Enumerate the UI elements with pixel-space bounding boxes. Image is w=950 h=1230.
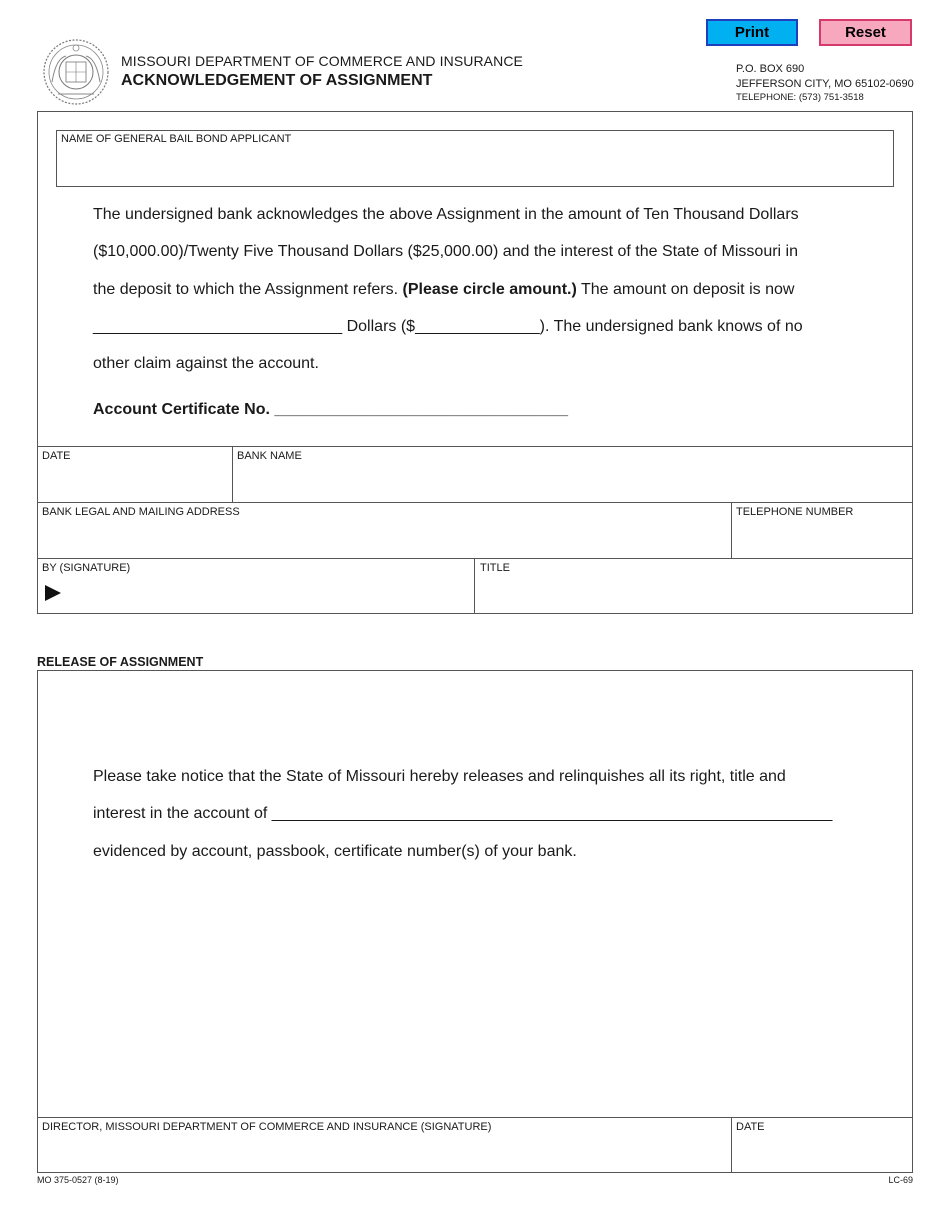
title-field-label: TITLE [480,562,510,574]
divider [37,446,913,447]
missouri-state-seal-icon [42,38,110,106]
address-city: JEFFERSON CITY, MO 65102-0690 [736,78,914,90]
telephone-field-label: TELEPHONE NUMBER [736,506,854,518]
divider [731,1117,732,1173]
ack-text-line-3-start: the deposit to which the Assignment refers. [93,281,403,298]
divider [474,558,475,614]
sign-here-arrow-icon [45,585,61,601]
release-section [37,670,913,1173]
signature-field-label: BY (SIGNATURE) [42,562,131,574]
release-text-line-1: Please take notice that the State of Missouri hereby releases and relinquishes all its right, title and [93,768,786,785]
circle-amount-note: (Please circle amount.) [402,281,577,298]
date-field-label: DATE [42,450,71,462]
agency-name: MISSOURI DEPARTMENT OF COMMERCE AND INSURANCE [121,53,523,69]
divider [731,502,732,558]
address-telephone: TELEPHONE: (573) 751-3518 [736,92,864,103]
divider [232,446,233,502]
release-text-line-3: evidenced by account, passbook, certificate number(s) of your bank. [93,843,577,860]
print-button[interactable]: Print [706,19,798,46]
divider [37,1117,913,1118]
divider [37,558,913,559]
divider [37,502,913,503]
applicant-name-field[interactable] [56,130,894,187]
reset-button[interactable]: Reset [819,19,912,46]
ack-text-line-3 [93,281,794,299]
bank-name-field-label: BANK NAME [237,450,302,462]
form-code: LC-69 [888,1175,913,1185]
account-certificate-field[interactable]: Account Certificate No. _________________________________ [93,401,569,418]
release-date-label: DATE [736,1121,765,1133]
ack-text-line-1: The undersigned bank acknowledges the above Assignment in the amount of Ten Thousand Dollars [93,206,799,223]
form-number: MO 375-0527 (8-19) [37,1175,119,1185]
deposit-amount-line[interactable]: ____________________________ Dollars ($______________). The undersigned bank knows of no [93,318,803,335]
account-holder-field[interactable]: interest in the account of _______________________________________________________________ [93,805,833,822]
address-po-box: P.O. BOX 690 [736,63,805,75]
release-heading: RELEASE OF ASSIGNMENT [37,655,204,669]
bank-address-field-label: BANK LEGAL AND MAILING ADDRESS [42,506,240,518]
applicant-name-label: NAME OF GENERAL BAIL BOND APPLICANT [61,133,292,145]
ack-text-line-5: other claim against the account. [93,355,319,372]
ack-text-line-2: ($10,000.00)/Twenty Five Thousand Dollars ($25,000.00) and the interest of the State of Missouri in [93,243,798,260]
ack-text-line-3-end: The amount on deposit is now [576,281,795,298]
page-title: ACKNOWLEDGEMENT OF ASSIGNMENT [121,72,433,89]
director-signature-label: DIRECTOR, MISSOURI DEPARTMENT OF COMMERCE AND INSURANCE (SIGNATURE) [42,1121,492,1133]
